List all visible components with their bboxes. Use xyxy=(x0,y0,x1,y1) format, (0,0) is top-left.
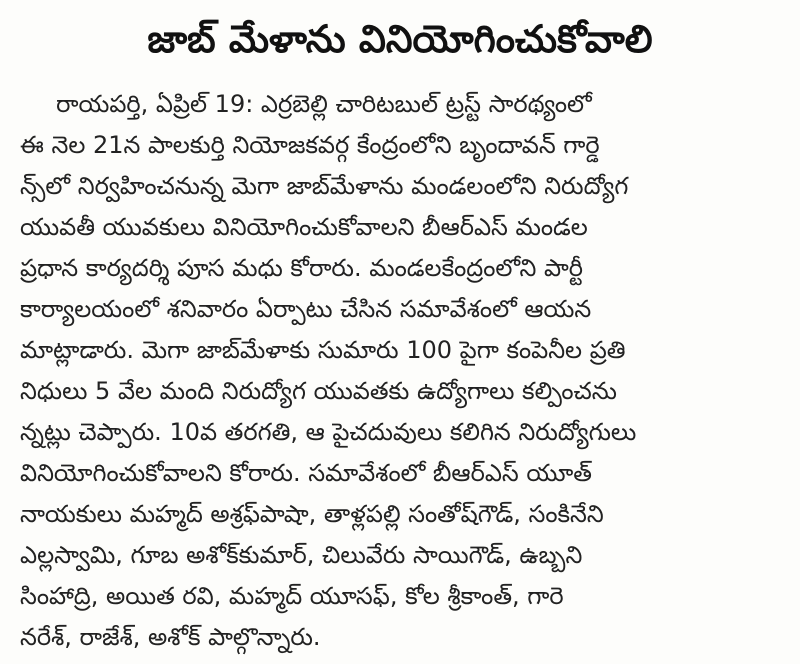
article-line: సింహాద్రి, అయిత రవి, మహ్మద్ యూసఫ్, కోల శ్రీకాంత్, గారె xyxy=(20,582,564,610)
article-line: న్స్‌లో నిర్వహించనున్న మెగా జాబ్‌మేళాను మండలంలోని నిరుద్యోగ xyxy=(20,172,629,200)
article-line: మాట్లాడారు. మెగా జాబ్‌మేళాకు సుమారు 100 పైగా కంపెనీల ప్రతి xyxy=(20,336,626,364)
article-line: న్నట్లు చెప్పారు. 10వ తరగతి, ఆ పైచదువులు కలిగిన నిరుద్యోగులు xyxy=(20,418,637,446)
article-line: నాయకులు మహ్మద్ అశ్రఫ్‌పాషా, తాళ్లపల్లి సంతోష్‌గౌడ్, సంకినేని xyxy=(20,500,604,528)
headline: జాబ్ మేళాను వినియోగించుకోవాలి xyxy=(147,17,653,61)
article-line: ఈ నెల 21న పాలకుర్తి నియోజకవర్గ కేంద్రంలోని బృందావన్ గార్డె xyxy=(20,131,600,159)
article-line: రాయపర్తి, ఏప్రిల్ 19: ఎర్రబెల్లి చారిటబుల్ ట్రస్ట్ సారథ్యంలో xyxy=(56,90,592,118)
article-line: నిధులు 5 వేల మంది నిరుద్యోగ యువతకు ఉద్యోగాలు కల్పించను xyxy=(20,377,617,405)
article-line: యువతీ యువకులు వినియోగించుకోవాలని బీఆర్ఎస్ మండల xyxy=(20,213,588,241)
article-line: కార్యాలయంలో శనివారం ఏర్పాటు చేసిన సమావేశంలో ఆయన xyxy=(20,295,592,323)
article-line: నరేశ్, రాజేశ్, అశోక్ పాల్గొన్నారు. xyxy=(20,623,321,651)
article-line: ప్రధాన కార్యదర్శి పూస మధు కోరారు. మండలకేంద్రంలోని పార్టీ xyxy=(20,254,583,282)
article-line: ఎల్లస్వామి, గూబ అశోక్‌కుమార్, చిలువేరు సాయిగౌడ్, ఉబ్బని xyxy=(20,541,583,569)
article-line: వినియోగించుకోవాలని కోరారు. సమావేశంలో బీఆర్ఎస్ యూత్ xyxy=(20,459,592,487)
article-body xyxy=(20,84,780,658)
